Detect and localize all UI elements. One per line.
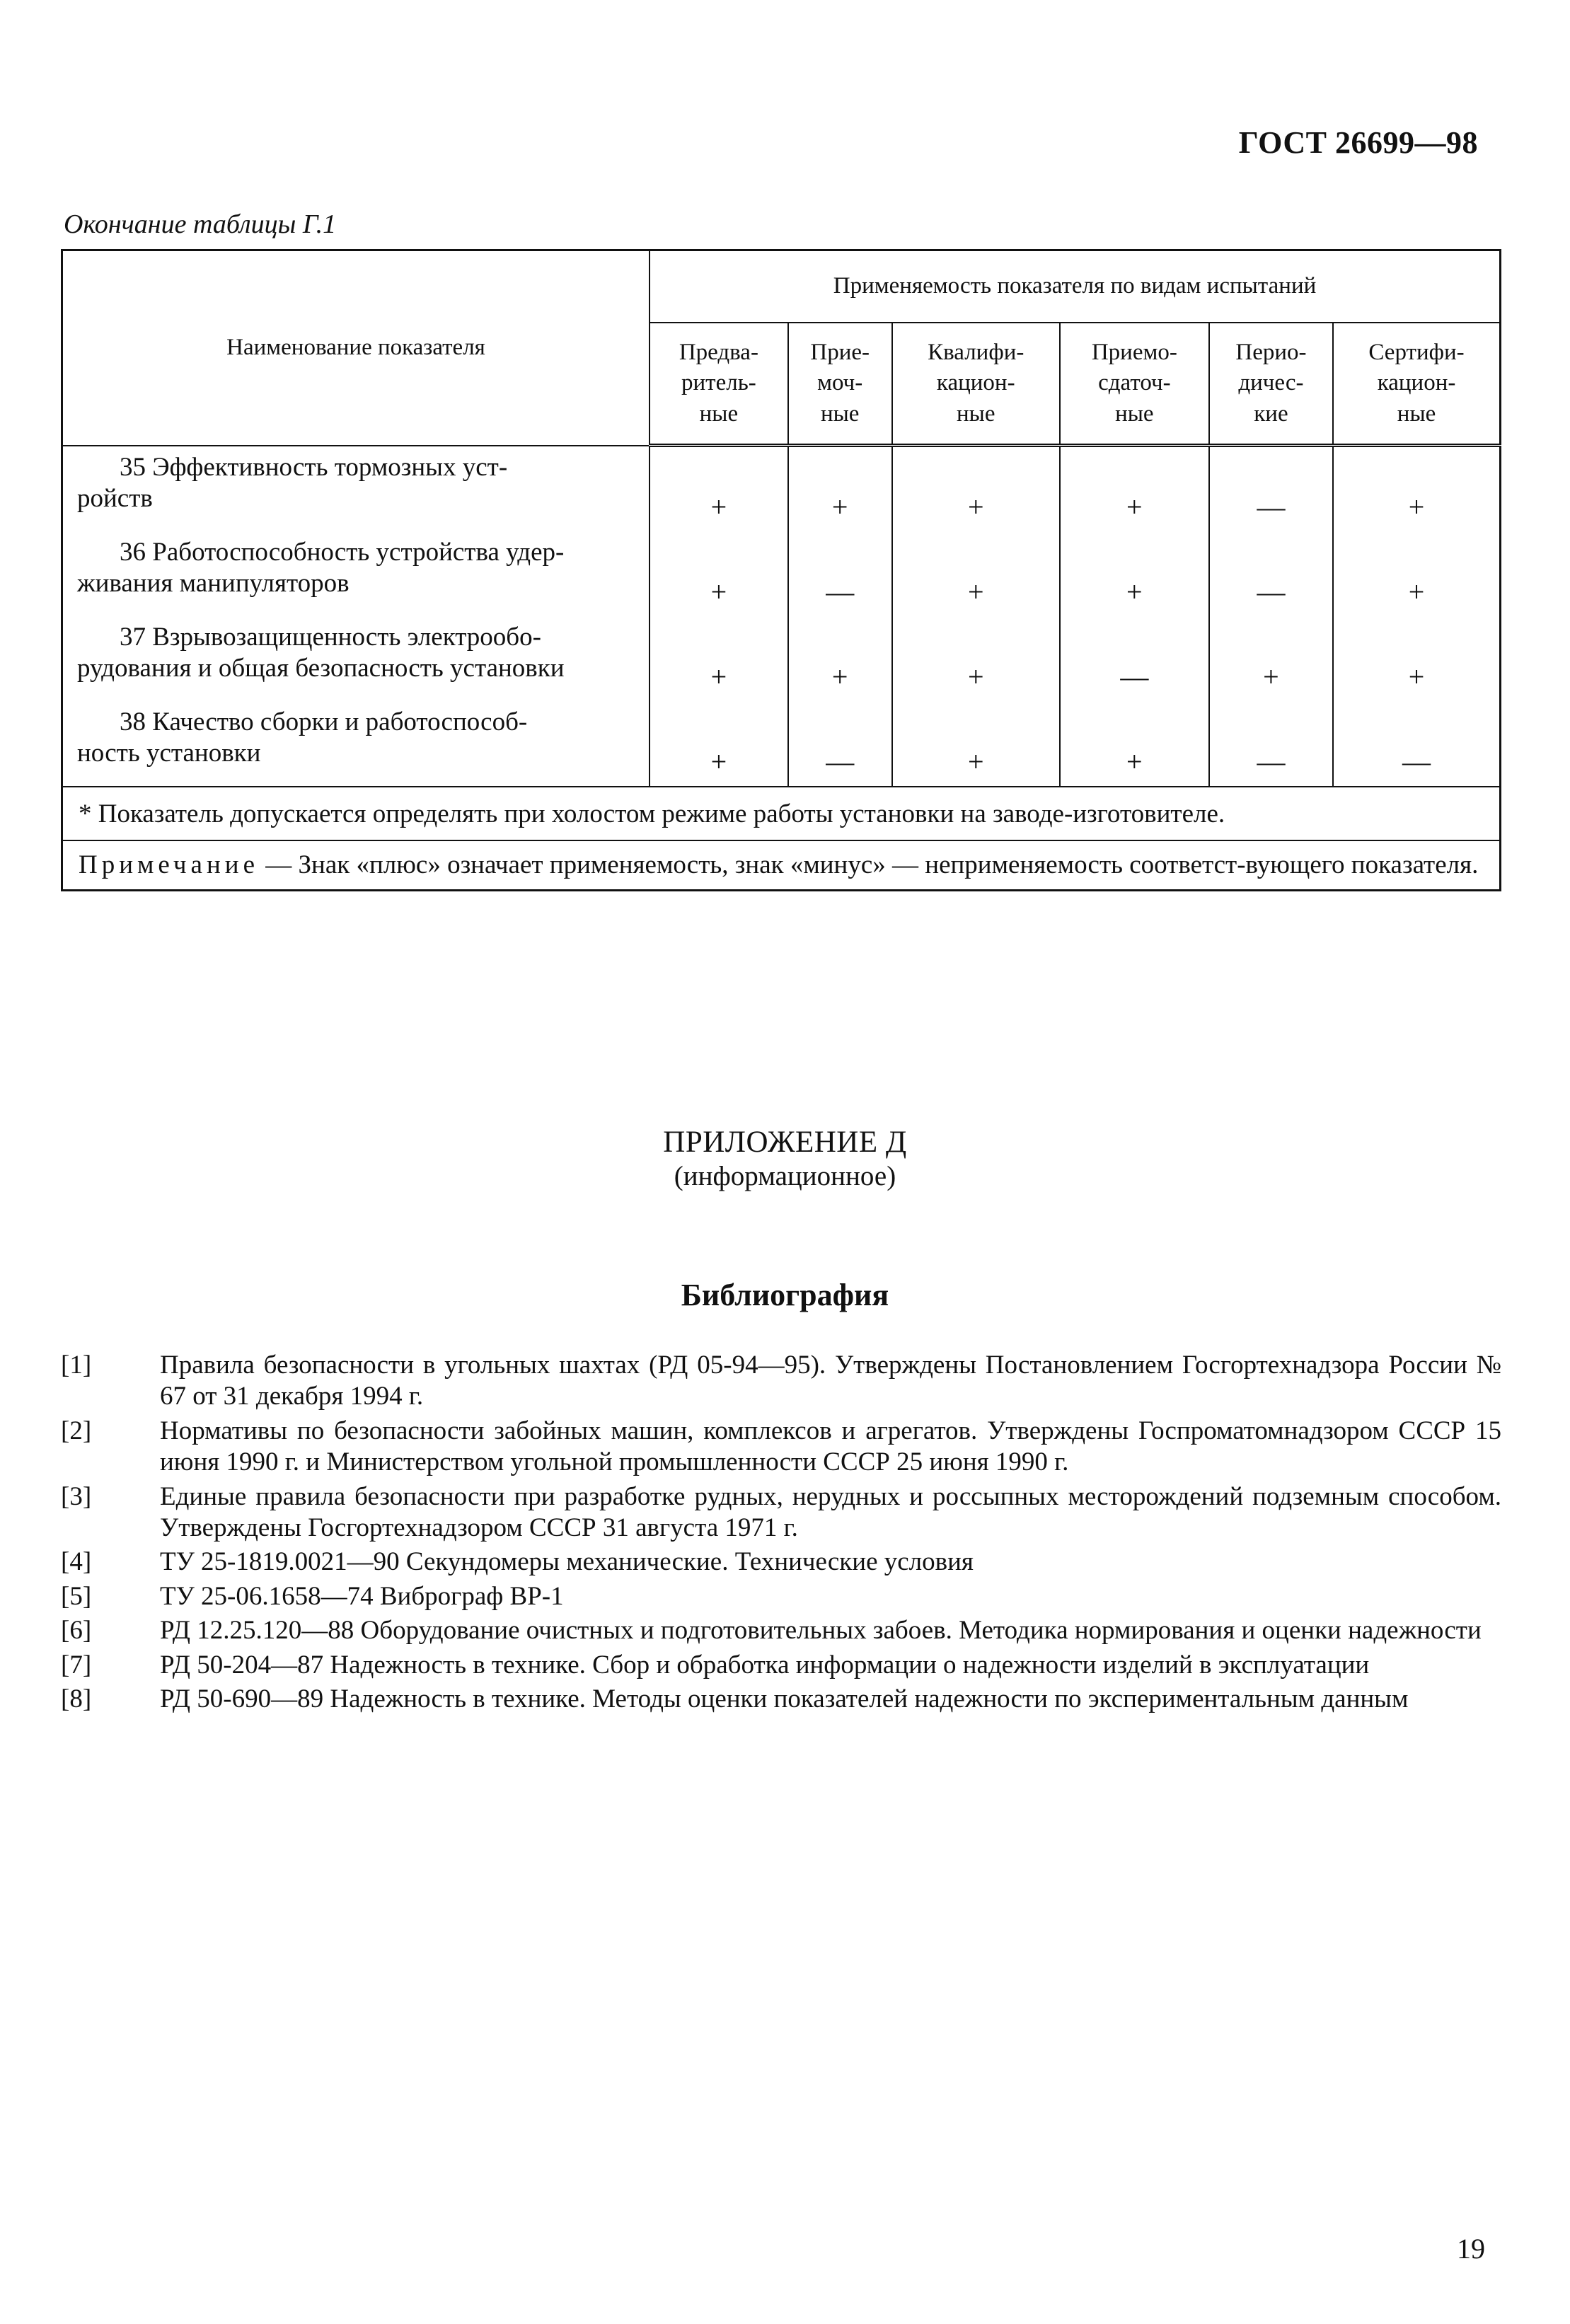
- table-cell: —: [1060, 616, 1209, 701]
- reference-number: [3]: [61, 1481, 92, 1511]
- table-cell: +: [788, 616, 892, 701]
- appendix-subtitle: (информационное): [674, 1161, 896, 1191]
- column-header-certification: Сертифи- кацион- ные: [1333, 323, 1500, 446]
- column-header-qualification: Квалифи- кацион- ные: [892, 323, 1060, 446]
- table-note: [62, 840, 1501, 891]
- column-group-header: Применяемость показателя по видам испытаний: [650, 250, 1501, 323]
- reference-number: [7]: [61, 1650, 92, 1680]
- applicability-table: [61, 249, 1501, 891]
- table-cell: +: [788, 446, 892, 531]
- table-cell: —: [788, 531, 892, 616]
- reference-text: РД 12.25.120—88 Оборудование очистных и подготовительных забоев. Методика нормирования и оценки надежности: [160, 1616, 1482, 1646]
- note-label: Примечание: [79, 850, 259, 879]
- table-row: [62, 616, 1501, 701]
- column-header-acceptance: Прие- моч- ные: [788, 323, 892, 446]
- table-cell: +: [650, 616, 788, 701]
- list-item: [61, 1684, 1501, 1715]
- note-text: — Знак «плюс» означает применяемость, знак «минус» — неприменяемость соответст-вующего показателя.: [259, 850, 1479, 879]
- table-cell: +: [1060, 531, 1209, 616]
- table-cell: +: [650, 531, 788, 616]
- reference-text: ТУ 25-06.1658—74 Виброграф ВР-1: [160, 1581, 564, 1611]
- table-cell: —: [1333, 701, 1500, 787]
- reference-text: РД 50-690—89 Надежность в технике. Методы оценки показателей надежности по экспериментальным данным: [160, 1684, 1409, 1713]
- list-item: [61, 1416, 1501, 1479]
- reference-number: [2]: [61, 1416, 92, 1445]
- document-id: ГОСТ 26699—98: [1238, 125, 1478, 160]
- page-number: 19: [1457, 2233, 1485, 2265]
- reference-text: Единые правила безопасности при разработке рудных, нерудных и россыпных месторождений подземным способом. Утверждены Госгортехнадзором СССР 31 августа 1971 г.: [160, 1481, 1501, 1542]
- indicator-name: 35 Эффективность тормозных уст- ройств: [62, 446, 650, 531]
- reference-text: ТУ 25-1819.0021—90 Секундомеры механические. Технические условия: [160, 1547, 974, 1577]
- list-item: [61, 1547, 1501, 1578]
- table-footnote-row: [62, 787, 1501, 840]
- table-caption: Окончание таблицы Г.1: [64, 209, 337, 239]
- list-item: [61, 1581, 1501, 1612]
- column-header-delivery: Приемо- сдаточ- ные: [1060, 323, 1209, 446]
- indicator-name: 37 Взрывозащищенность электрообо- рудования и общая безопасность установки: [62, 616, 650, 701]
- table-row: [62, 446, 1501, 531]
- reference-number: [8]: [61, 1684, 92, 1713]
- table-cell: +: [1209, 616, 1333, 701]
- reference-number: [6]: [61, 1616, 92, 1646]
- table-footnote: * Показатель допускается определять при холостом режиме работы установки на заводе-изготовителе.: [62, 787, 1501, 840]
- table-cell: +: [892, 616, 1060, 701]
- reference-number: [5]: [61, 1581, 92, 1611]
- indicator-name: 36 Работоспособность устройства удер- живания манипуляторов: [62, 531, 650, 616]
- column-header-name: Наименование показателя: [62, 250, 650, 446]
- table-cell: +: [1333, 446, 1500, 531]
- table-cell: +: [1333, 616, 1500, 701]
- table-note-row: [62, 840, 1501, 891]
- list-item: [61, 1481, 1501, 1544]
- reference-text: РД 50-204—87 Надежность в технике. Сбор и обработка информации о надежности изделий в эксплуатации: [160, 1650, 1370, 1680]
- table-cell: —: [1209, 446, 1333, 531]
- indicator-name: 38 Качество сборки и работоспособ- ность установки: [62, 701, 650, 787]
- table-cell: +: [1060, 701, 1209, 787]
- table-cell: —: [1209, 531, 1333, 616]
- bibliography-title: Библиография: [681, 1278, 889, 1312]
- list-item: [61, 1350, 1501, 1413]
- list-item: [61, 1615, 1501, 1646]
- table-row: [62, 701, 1501, 787]
- reference-number: [4]: [61, 1547, 92, 1577]
- bibliography-list: [61, 1350, 1501, 1718]
- table-cell: +: [892, 701, 1060, 787]
- column-header-periodic: Перио- дичес- кие: [1209, 323, 1333, 446]
- table-cell: +: [892, 446, 1060, 531]
- table-cell: —: [788, 701, 892, 787]
- table-cell: +: [1060, 446, 1209, 531]
- reference-text: Нормативы по безопасности забойных машин, комплексов и агрегатов. Утверждены Госпроматомнадзором СССР 15 июня 1990 г. и Министерством угольной промышленности СССР 25 июня 1990 г.: [160, 1416, 1501, 1477]
- table-cell: —: [1209, 701, 1333, 787]
- table-cell: +: [650, 446, 788, 531]
- table-row: [62, 531, 1501, 616]
- appendix-title: ПРИЛОЖЕНИЕ Д: [663, 1126, 907, 1159]
- table-cell: +: [892, 531, 1060, 616]
- table-cell: +: [1333, 531, 1500, 616]
- list-item: [61, 1650, 1501, 1681]
- reference-text: Правила безопасности в угольных шахтах (РД 05-94—95). Утверждены Постановлением Госгортехнадзора России № 67 от 31 декабря 1994 г.: [160, 1351, 1501, 1411]
- column-header-preliminary: Предва- ритель- ные: [650, 323, 788, 446]
- reference-number: [1]: [61, 1351, 92, 1380]
- table-cell: +: [650, 701, 788, 787]
